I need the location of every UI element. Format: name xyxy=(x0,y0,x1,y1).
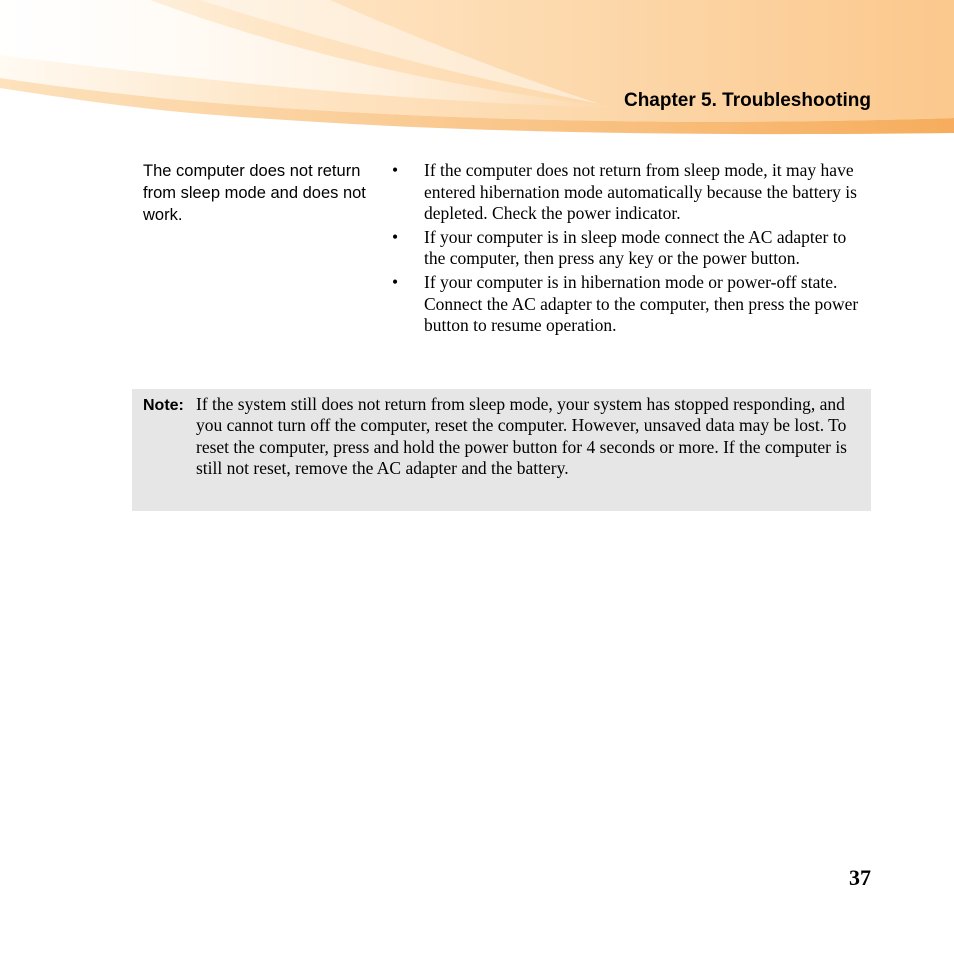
bullet-icon: • xyxy=(392,271,399,292)
solution-item xyxy=(392,160,867,225)
solution-item xyxy=(392,272,867,337)
solution-text: If your computer is in sleep mode connect the AC adapter to the computer, then press any key or the power button. xyxy=(424,226,847,269)
page-number: 37 xyxy=(849,865,871,890)
solution-list xyxy=(392,160,867,339)
note-box xyxy=(132,389,871,511)
solution-text: If the computer does not return from sleep mode, it may have entered hibernation mode automatically because the battery is depleted. Check the power indicator. xyxy=(424,160,857,224)
note-text: If the system still does not return from sleep mode, your system has stopped responding, and you cannot turn off the computer, reset the computer. However, unsaved data may be lost. To reset the computer, press and hold the power button for 4 seconds or more. If the computer is still not reset, remove the AC adapter and the battery. xyxy=(196,394,847,478)
bullet-icon: • xyxy=(392,160,399,180)
problem-description: The computer does not return from sleep mode and does not work. xyxy=(143,162,366,224)
header-decoration xyxy=(0,0,954,140)
chapter-title: Chapter 5. Troubleshooting xyxy=(623,90,871,111)
note-label: Note: xyxy=(143,397,184,414)
solution-item xyxy=(392,227,867,270)
bullet-icon: • xyxy=(392,226,399,247)
solution-text: If your computer is in hibernation mode or power-off state. Connect the AC adapter to the computer, then press the power button to resume operation. xyxy=(424,271,859,336)
